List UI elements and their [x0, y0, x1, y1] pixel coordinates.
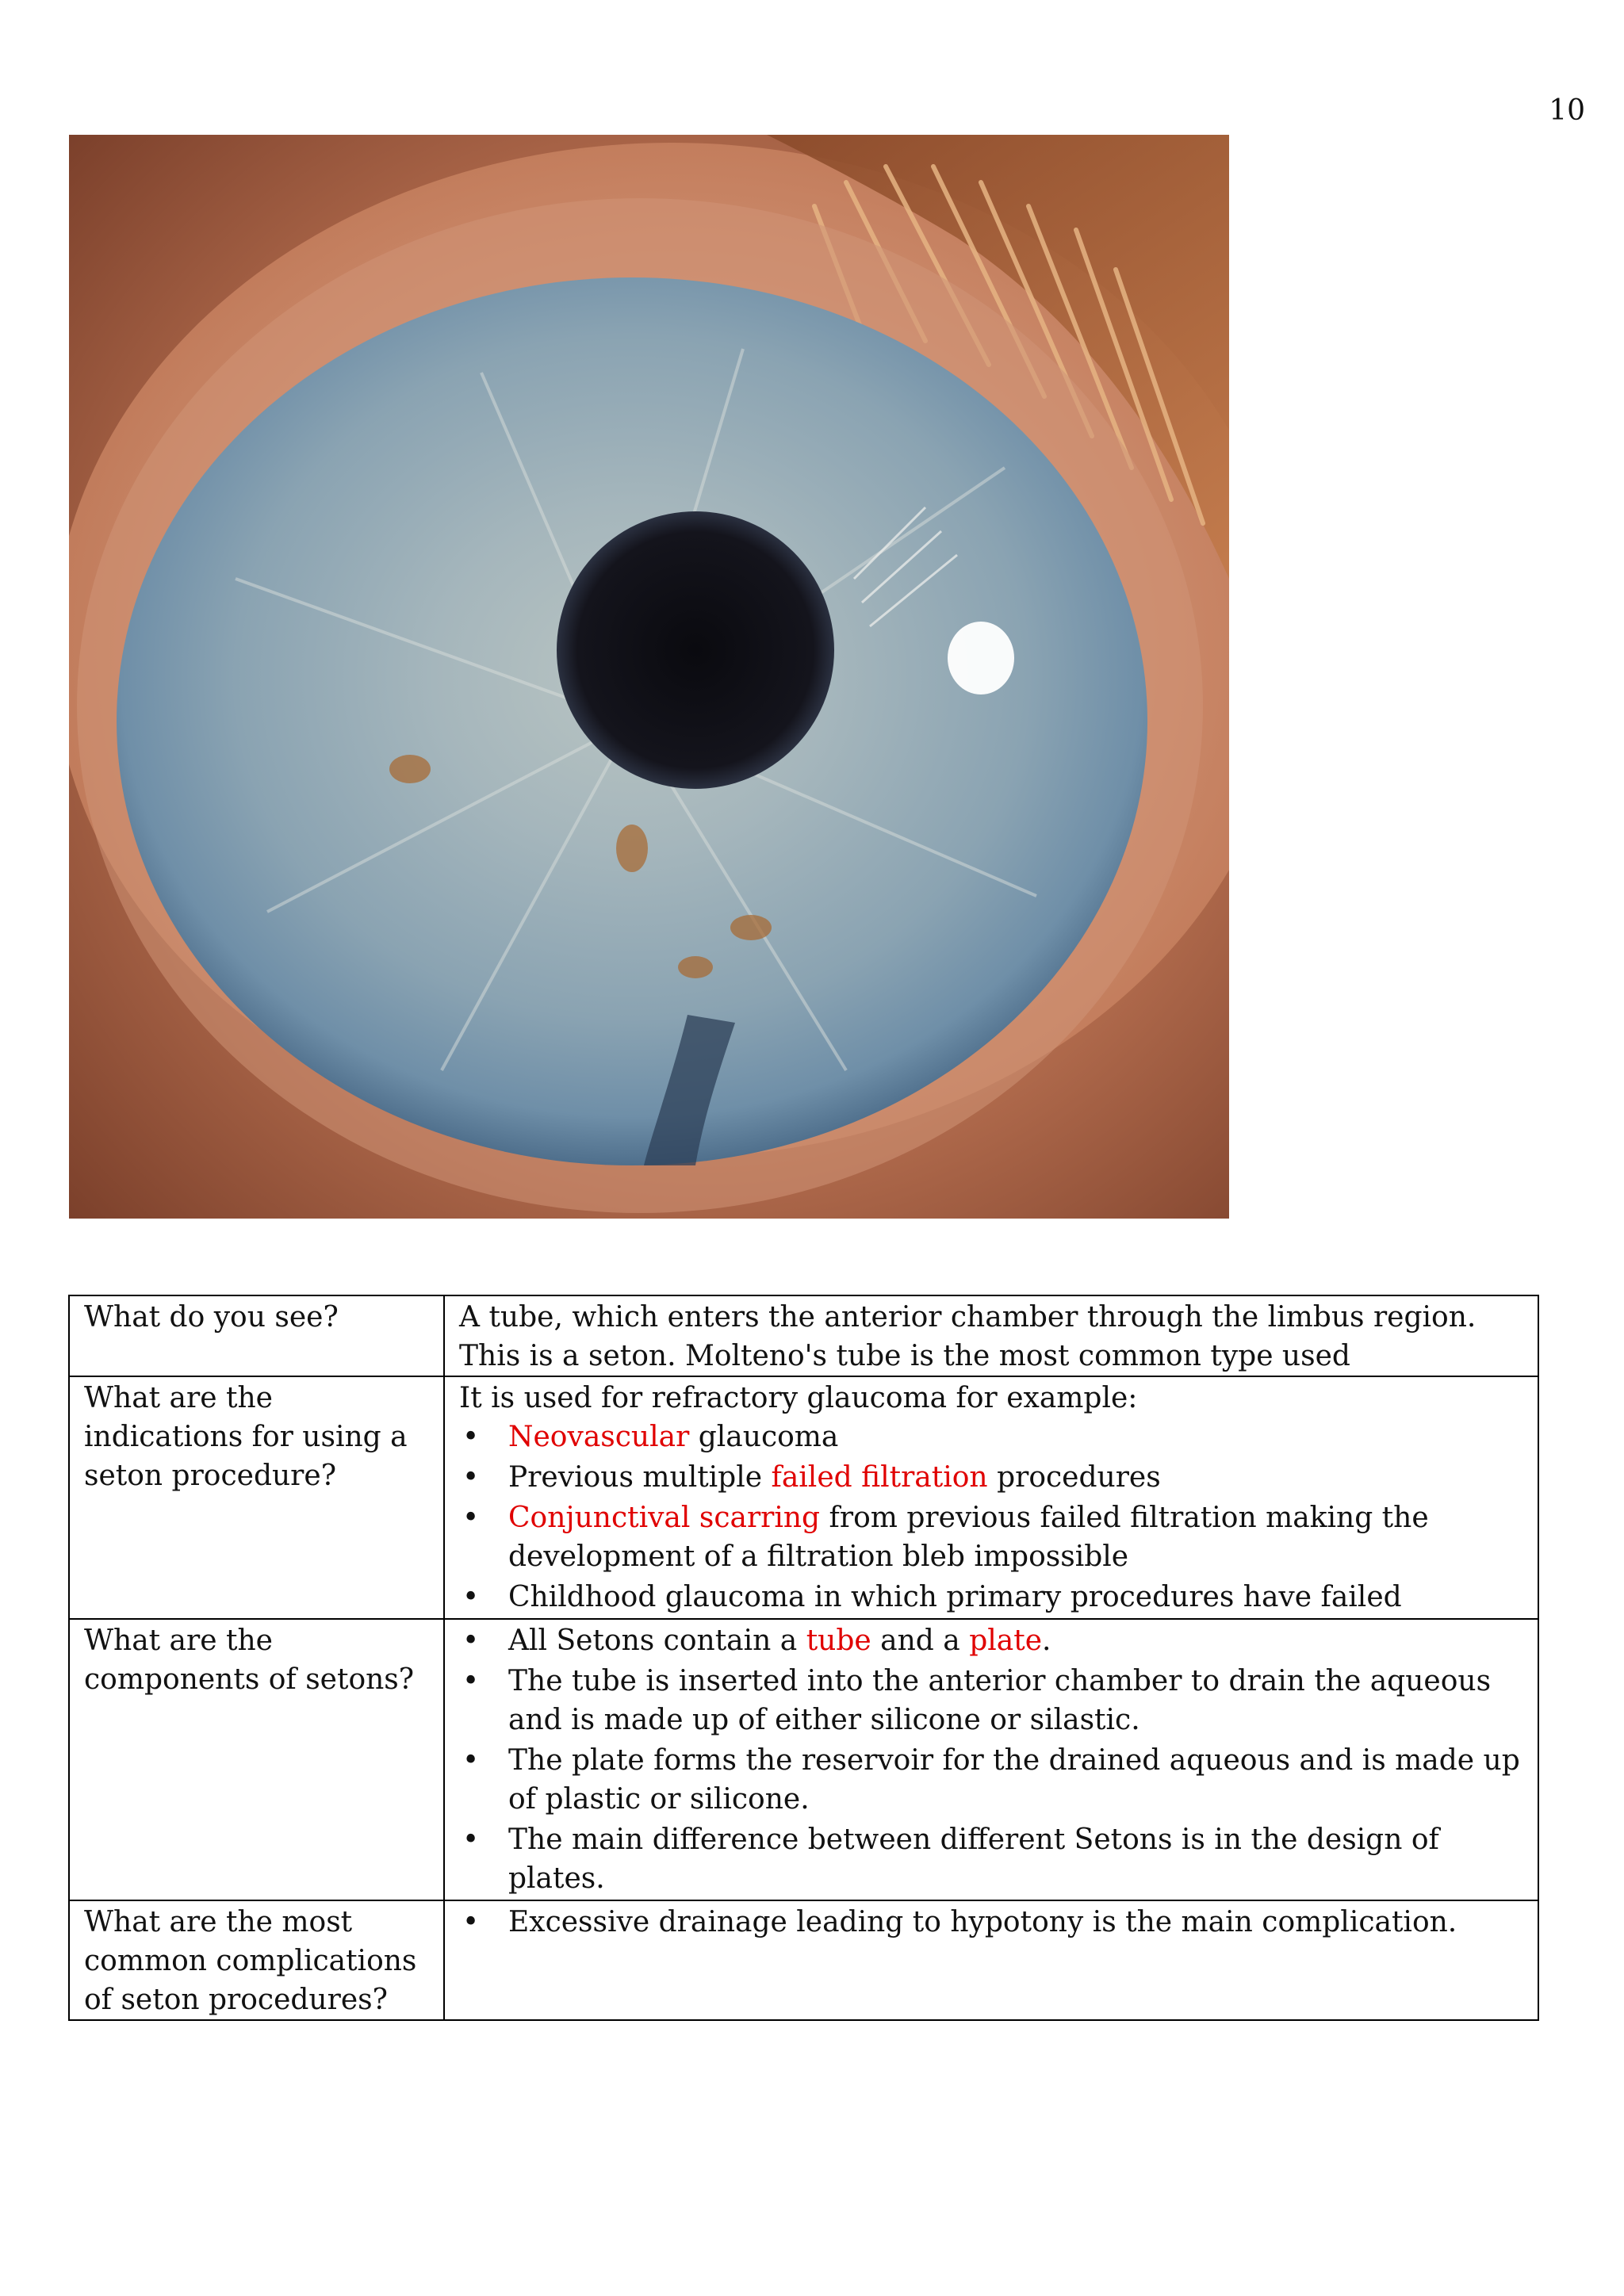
text-segment: Excessive drainage leading to hypotony is the main complication. [508, 1906, 1457, 1938]
bullet-icon: • [462, 1461, 480, 1494]
answer-cell [444, 1619, 1538, 1900]
qa-table [68, 1295, 1539, 2021]
bullet-icon: • [462, 1665, 480, 1697]
list-item [459, 1458, 1523, 1497]
list-item [459, 1418, 1523, 1456]
text-segment: The main difference between different Setons is in the design of plates. [508, 1823, 1439, 1895]
question-cell: What are the indications for using a seton procedure? [69, 1376, 444, 1619]
bullet-list [459, 1621, 1523, 1898]
question-cell: What are the most common complications of seton procedures? [69, 1900, 444, 2020]
text-segment: All Setons contain a [508, 1624, 806, 1657]
answer-cell [444, 1900, 1538, 2020]
table-row [69, 1900, 1538, 2020]
bullet-icon: • [462, 1581, 480, 1613]
highlight-text: Conjunctival scarring [508, 1502, 821, 1534]
answer-cell: A tube, which enters the anterior chamber through the limbus region. This is a seton. Molteno's tube is the most common type used [444, 1295, 1538, 1376]
text-segment: and a [871, 1624, 970, 1657]
text-segment: The tube is inserted into the anterior chamber to drain the aqueous and is made up of either silicone or silastic. [508, 1665, 1492, 1736]
list-item [459, 1621, 1523, 1660]
list-item [459, 1578, 1523, 1617]
question-cell: What are the components of setons? [69, 1619, 444, 1900]
eye-photo [69, 135, 1229, 1219]
bullet-icon: • [462, 1744, 480, 1777]
text-segment: The plate forms the reservoir for the drained aqueous and is made up of plastic or silicone. [508, 1744, 1520, 1816]
highlight-text: failed filtration [771, 1461, 988, 1494]
bullet-icon: • [462, 1906, 480, 1938]
page-number: 10 [1549, 94, 1585, 127]
list-item [459, 1662, 1523, 1739]
text-segment: Childhood glaucoma in which primary procedures have failed [508, 1581, 1402, 1613]
answer-cell [444, 1376, 1538, 1619]
text-segment: . [1042, 1624, 1051, 1657]
highlight-text: Neovascular [508, 1421, 690, 1453]
bullet-icon: • [462, 1624, 480, 1657]
table-row [69, 1619, 1538, 1900]
text-segment: Previous multiple [508, 1461, 772, 1494]
bullet-icon: • [462, 1421, 480, 1453]
bullet-list [459, 1903, 1523, 1942]
text-segment: glaucoma [689, 1421, 839, 1453]
list-item [459, 1903, 1523, 1942]
answer-lead: It is used for refractory glaucoma for example: [459, 1382, 1138, 1414]
list-item [459, 1820, 1523, 1898]
text-segment: procedures [987, 1461, 1161, 1494]
list-item [459, 1498, 1523, 1576]
highlight-text: plate [969, 1624, 1042, 1657]
table-row [69, 1376, 1538, 1619]
bullet-list [459, 1418, 1523, 1617]
question-cell: What do you see? [69, 1295, 444, 1376]
list-item [459, 1741, 1523, 1819]
bullet-icon: • [462, 1502, 480, 1534]
highlight-text: tube [806, 1624, 871, 1657]
text-segment: from previous failed filtration making the development of a filtration bleb impossible [508, 1502, 1429, 1573]
table-row [69, 1295, 1538, 1376]
bullet-icon: • [462, 1823, 480, 1856]
